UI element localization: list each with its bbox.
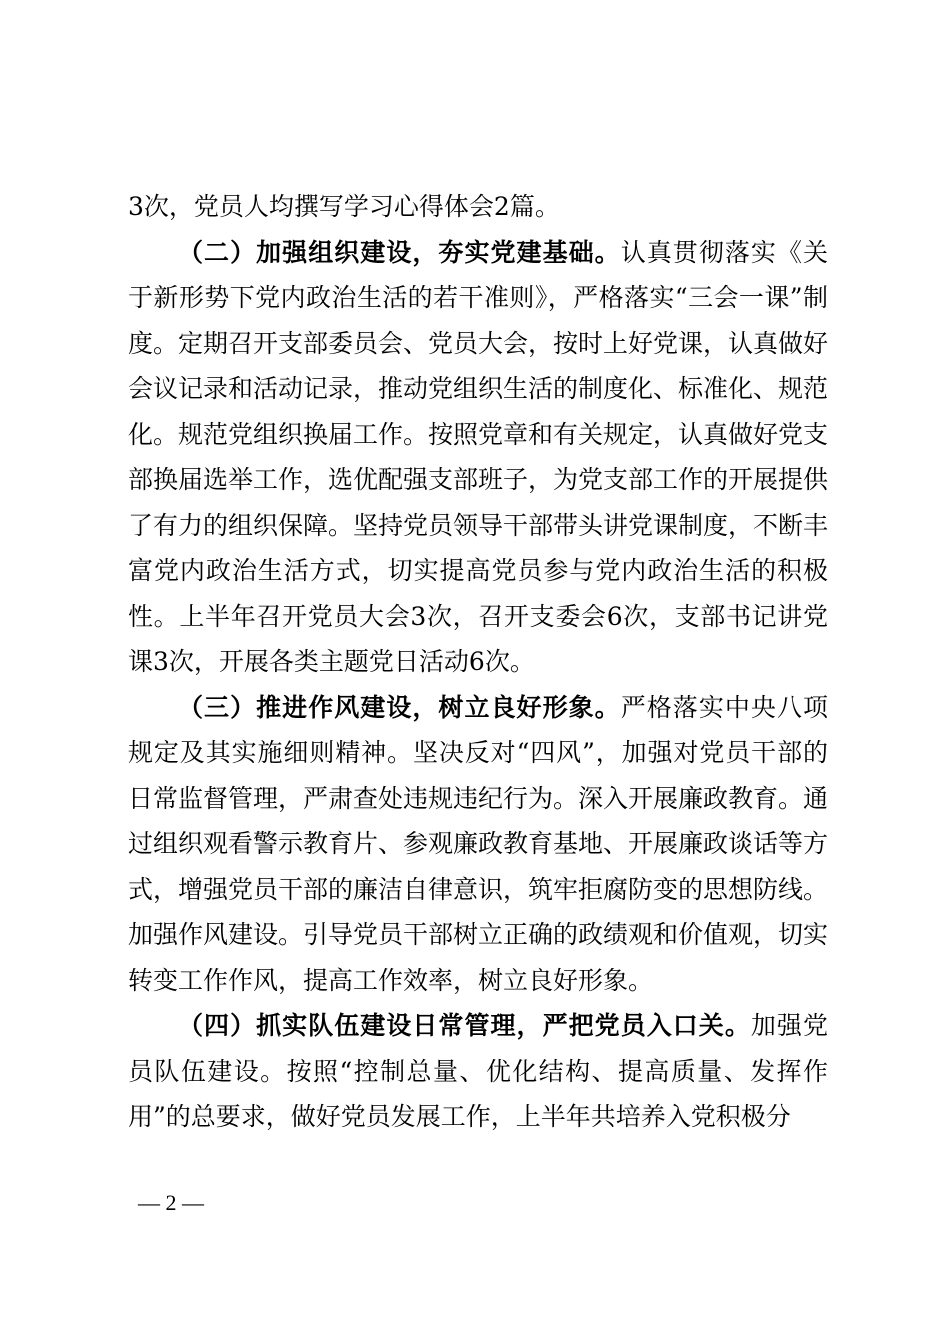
paragraph-3-heading: （三）推进作风建设，树立良好形象。 [178,692,621,722]
document-body [128,184,828,1140]
paragraph-1-body: 3次，党员人均撰写学习心得体会2篇。 [128,192,560,221]
paragraph-4 [128,1003,828,1140]
page-number: — 2 — [138,1190,204,1215]
paragraph-3 [128,685,828,1004]
paragraph-2-body: 认真贯彻落实《关于新形势下党内政治生活的若干准则》，严格落实“三会一课”制度。定期召开支部委员会、党员大会，按时上好党课，认真做好会议记录和活动记录，推动党组织生活的制度化、标准化、规范化。规范党组织换届工作。按照党章和有关规定，认真做好党支部换届选举工作，选优配强支部班子，为党支部工作的开展提供了有力的组织保障。坚持党员领导干部带头讲党课制度，不断丰富党内政治生活方式，切实提高党员参与党内政治生活的积极性。上半年召开党员大会3次，召开支委会6次，支部书记讲党课3次，开展各类主题党日活动6次。 [128,237,829,676]
paragraph-4-heading: （四）抓实队伍建设日常管理，严把党员入口关。 [178,1011,751,1040]
paragraph-3-body: 严格落实中央八项规定及其实施细则精神。坚决反对“四风”，加强对党员干部的日常监督管理，严肃查处违规违纪行为。深入开展廉政教育。通过组织观看警示教育片、参观廉政教育基地、开展廉政谈话等方式，增强党员干部的廉洁自律意识，筑牢拒腐防变的思想防线。加强作风建设。引导党员干部树立正确的政绩观和价值观，切实转变工作作风，提高工作效率，树立良好形象。 [128,692,829,995]
paragraph-1 [128,184,828,230]
paragraph-2 [128,230,828,685]
paragraph-2-heading: （二）加强组织建设，夯实党建基础。 [178,237,621,267]
paragraph-4-body: 加强党员队伍建设。按照“控制总量、优化结构、提高质量、发挥作用”的总要求，做好党员发展工作，上半年共培养入党积极分 [128,1011,828,1131]
